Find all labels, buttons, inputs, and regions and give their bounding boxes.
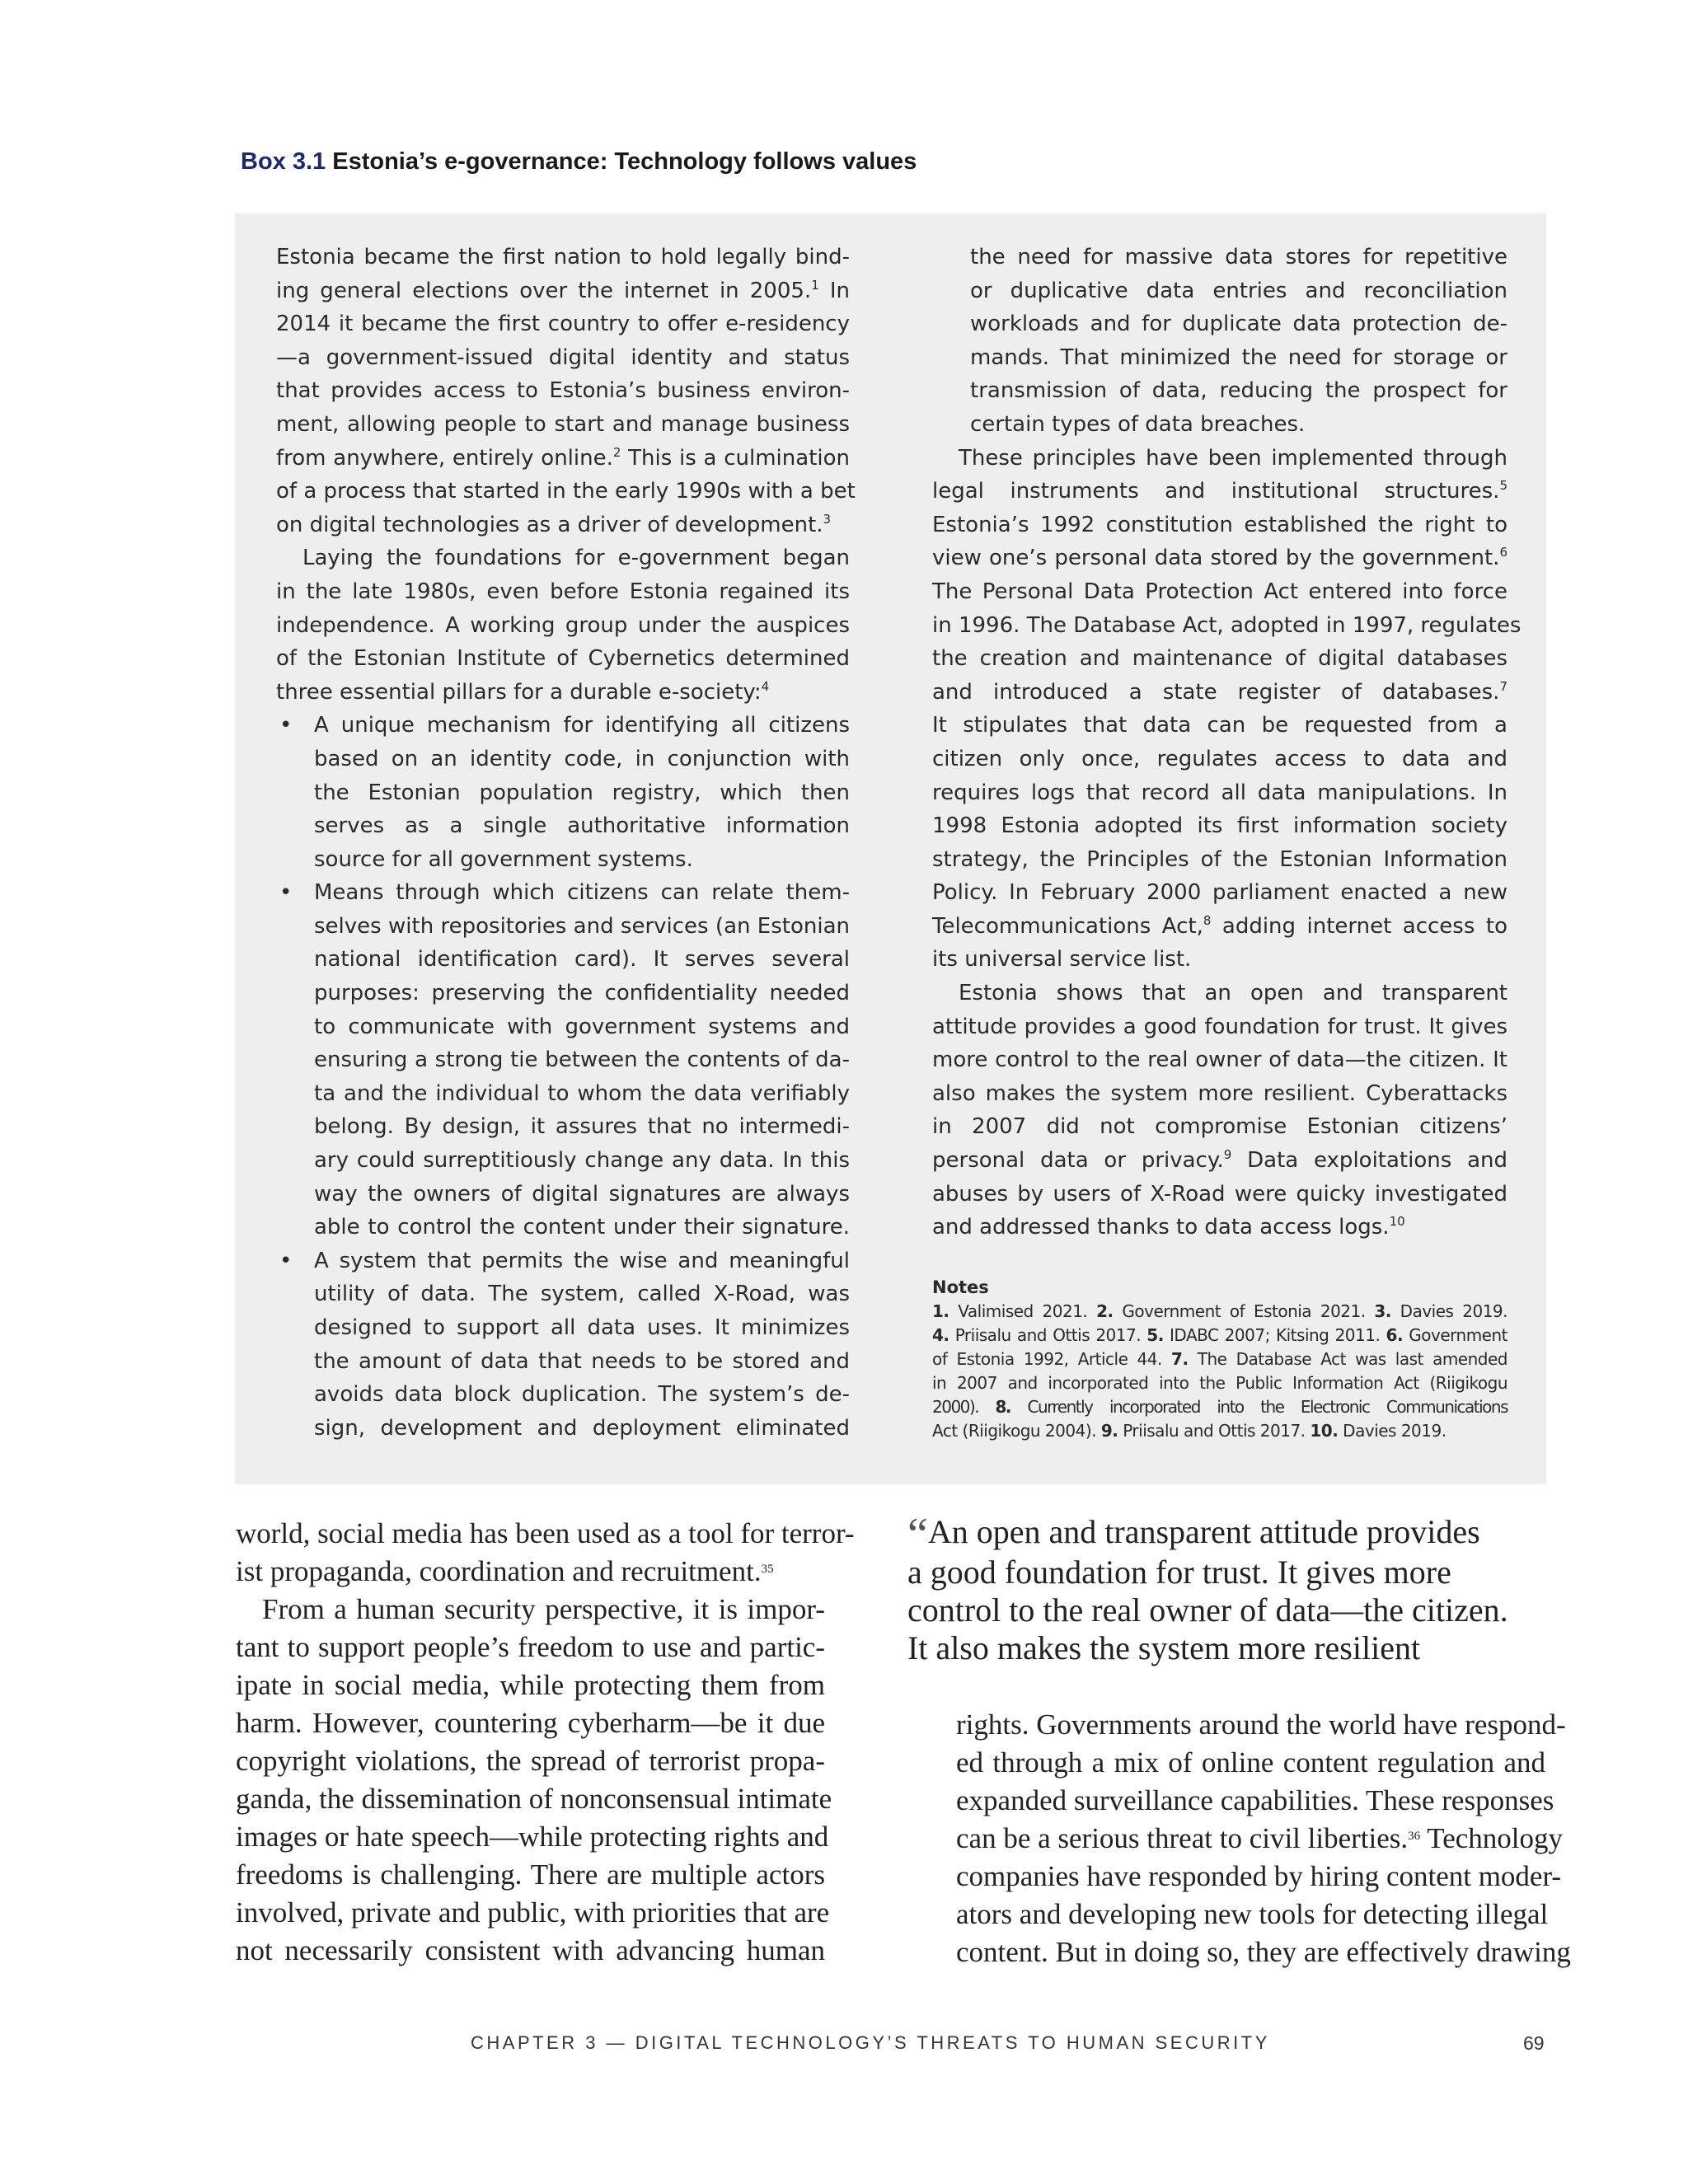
box-text-line: of a process that started in the early 1990s with a bet	[276, 479, 856, 504]
box-text-line: in 2007 did not compromise Estonian citizens’	[932, 1114, 1507, 1140]
footnote-ref: 5	[1499, 478, 1507, 494]
box-text-line: requires logs that record all data manipulations. In	[932, 780, 1507, 805]
body-text-line: involved, private and public, with priorities that are	[236, 1896, 830, 1929]
box-text-line: able to control the content under their signature.	[314, 1215, 850, 1240]
footnote-ref: 35	[761, 1563, 774, 1576]
box-text-line: legal instruments and institutional structures.$^5$	[932, 478, 1507, 504]
box-text-line: from anywhere, entirely online.$^2$ This is a culmination	[276, 444, 850, 471]
box-text-line: belong. By design, it assures that no intermedi-	[314, 1114, 850, 1140]
box-text-line: that provides access to Estonia’s business environ-	[276, 378, 850, 404]
box-text-line: national identification card). It serves several	[314, 947, 850, 972]
box-text-line: 1998 Estonia adopted its first information society	[932, 813, 1507, 839]
note-line: 4. Priisalu and Ottis 2017. 5. IDABC 2007; Kitsing 2011. 6. Government	[932, 1325, 1507, 1345]
box-text-line: personal data or privacy.$^9$ Data exploitations and	[932, 1147, 1507, 1174]
body-text-line: tant to support people’s freedom to use and partic-	[236, 1631, 825, 1663]
box-text-line: ing general elections over the internet in 2005.$^1$ In	[276, 277, 850, 303]
box-text-line: Telecommunications Act,$^8$ adding internet access to	[932, 912, 1507, 939]
box-text-line: strategy, the Principles of the Estonian Information	[932, 846, 1507, 872]
body-text-line: ist propaganda, coordination and recruitment.$^{35}$	[236, 1555, 774, 1587]
box-text-line: based on an identity code, in conjunction with	[314, 746, 850, 771]
body-text-line: not necessarily consistent with advancing human	[236, 1934, 825, 1966]
footnote-ref: 9	[1223, 1147, 1232, 1163]
quote-mark-icon: “	[907, 1509, 928, 1560]
box-text-line: • Means through which citizens can relate them-	[276, 876, 850, 910]
body-left-column	[236, 1515, 855, 1970]
body-text-line: rights. Governments around the world have respond-	[956, 1708, 1566, 1741]
box-text-line: and introduced a state register of databases.$^7$	[932, 678, 1507, 705]
body-right-column	[956, 1706, 1571, 1971]
body-text-line: ganda, the dissemination of nonconsensual intimate	[236, 1783, 832, 1815]
box-text-line: ment, allowing people to start and manage business	[276, 411, 850, 437]
box-text-line: Estonia’s 1992 constitution established the right to	[932, 512, 1507, 537]
box-text-line: three essential pillars for a durable e-society:$^4$	[276, 678, 770, 705]
box-text-line: mands. That minimized the need for storage or	[970, 344, 1507, 370]
box-text-line: serves as a single authoritative information	[314, 813, 850, 839]
box-text-line: workloads and for duplicate data protection de-	[970, 312, 1507, 337]
bullet-icon: •	[279, 880, 293, 906]
notes-heading: Notes	[932, 1277, 989, 1297]
box-text-line: It stipulates that data can be requested from a	[932, 713, 1507, 738]
footnote-ref: 4	[761, 678, 770, 694]
body-text-line: world, social media has been used as a tool for terror-	[236, 1517, 855, 1549]
body-text-line: copyright violations, the spread of terrorist propa-	[236, 1745, 825, 1777]
note-line: 2000). 8. Currently incorporated into the Electronic Communications	[932, 1397, 1507, 1417]
note-line: 1. Valimised 2021. 2. Government of Estonia 2021. 3. Davies 2019.	[932, 1301, 1507, 1321]
body-text-line: ators and developing new tools for detecting illegal	[956, 1898, 1549, 1930]
footnote-ref: 6	[1499, 545, 1507, 560]
box-text-line: the creation and maintenance of digital databases	[932, 646, 1507, 672]
box-text-line: ensuring a strong tie between the contents of da-	[314, 1047, 850, 1073]
box-text-line: avoids data block duplication. The system’s de-	[314, 1382, 850, 1408]
body-text-line: harm. However, countering cyberharm—be it due	[236, 1707, 825, 1739]
pull-quote-line: It also makes the system more resilient	[907, 1629, 1421, 1666]
box-text-line: purposes: preserving the confidentiality needed	[314, 981, 850, 1006]
pull-quote-line: “An open and transparent attitude provides	[907, 1509, 1480, 1560]
box-text-line: ta and the individual to whom the data verifiably	[314, 1080, 850, 1106]
box-text-line: transmission of data, reducing the prospect for	[970, 378, 1507, 404]
box-text-line: the need for massive data stores for repetitive	[970, 245, 1507, 269]
box-text-line: certain types of data breaches.	[970, 411, 1306, 437]
chapter-footer: CHAPTER 3 — DIGITAL TECHNOLOGY’S THREATS TO HUMAN SECURITY	[471, 2032, 1270, 2053]
box-text-line: —a government-issued digital identity and status	[276, 344, 850, 370]
box-text-line: Policy. In February 2000 parliament enacted a new	[932, 880, 1507, 906]
body-text-line: images or hate speech—while protecting rights and	[236, 1821, 829, 1853]
box-text-line: sign, development and deployment eliminated	[314, 1415, 850, 1441]
note-line: in 2007 and incorporated into the Public Information Act (Riigikogu	[932, 1373, 1507, 1393]
box-text-line: Laying the foundations for e-government began	[302, 546, 850, 571]
box-text-line: citizen only once, regulates access to data and	[932, 746, 1507, 771]
box-text-line: attitude provides a good foundation for trust. It gives	[932, 1014, 1507, 1039]
box-text-line: to communicate with government systems and	[314, 1014, 850, 1039]
box-right-column	[932, 241, 1522, 1244]
body-text-line: companies have responded by hiring content moder-	[956, 1860, 1562, 1892]
footnote-ref: 3	[823, 511, 832, 527]
footnote-ref: 10	[1389, 1214, 1405, 1230]
box-text-line: the amount of data that needs to be stored and	[314, 1348, 850, 1374]
box-text-line: These principles have been implemented through	[959, 445, 1507, 471]
pull-quote-line: a good foundation for trust. It gives more	[907, 1554, 1451, 1591]
body-text-line: From a human security perspective, it is impor-	[262, 1593, 825, 1625]
box-text-line: source for all government systems.	[314, 846, 693, 872]
box-text-line: and addressed thanks to data access logs.$^{10}$	[932, 1214, 1405, 1240]
box-text-line: 2014 it became the first country to offer e-residency	[276, 312, 850, 337]
box-text-line: in 1996. The Database Act, adopted in 1997, regulates	[932, 612, 1522, 638]
box-text-line: view one’s personal data stored by the government.$^6$	[932, 545, 1507, 571]
body-text-line: content. But in doing so, they are effectively drawing	[956, 1936, 1571, 1968]
box-text-line: • A system that permits the wise and meaningful	[276, 1244, 850, 1278]
box-text-line: more control to the real owner of data—the citizen. It	[932, 1047, 1507, 1073]
footnote-ref: 2	[612, 444, 621, 460]
box-text-line: selves with repositories and services (an Estonian	[314, 913, 850, 939]
pull-quote	[907, 1509, 1550, 1667]
footnote-ref: 36	[1408, 1830, 1421, 1843]
box-text-line: in the late 1980s, even before Estonia regained its	[276, 579, 850, 604]
bullet-icon: •	[279, 713, 293, 738]
box-left-column	[276, 241, 856, 1445]
pull-quote-line: control to the real owner of data—the citizen.	[907, 1591, 1508, 1629]
page-number: 69	[1523, 2032, 1545, 2054]
note-line: of Estonia 1992, Article 44. 7. The Database Act was last amended	[932, 1349, 1507, 1369]
body-text-line: ed through a mix of online content regulation and	[956, 1746, 1545, 1779]
body-text-line: freedoms is challenging. There are multiple actors	[236, 1858, 825, 1891]
box-text-line: abuses by users of X-Road were quicky investigated	[932, 1181, 1507, 1207]
box-text-line: The Personal Data Protection Act entered into force	[932, 579, 1507, 604]
footnote-ref: 7	[1499, 678, 1507, 694]
box-text-line: way the owners of digital signatures are always	[314, 1181, 850, 1207]
bullet-icon: •	[279, 1248, 293, 1273]
note-line: Act (Riigikogu 2004). 9. Priisalu and Ottis 2017. 10. Davies 2019.	[932, 1421, 1447, 1441]
footnote-ref: 8	[1203, 912, 1212, 928]
box-title	[241, 148, 917, 176]
box-text-line: the Estonian population registry, which then	[314, 780, 850, 805]
body-text-line: expanded surveillance capabilities. These responses	[956, 1784, 1554, 1816]
footnote-ref: 1	[811, 277, 819, 293]
box-text-line: of the Estonian Institute of Cybernetics determined	[276, 646, 850, 672]
box-text-line: • A unique mechanism for identifying all citizens	[276, 709, 850, 743]
box-text-line: also makes the system more resilient. Cyberattacks	[932, 1080, 1507, 1106]
box-heading: Estonia’s e-governance: Technology follows values	[332, 148, 917, 175]
body-text-line: can be a serious threat to civil liberties.$^{36}$ Technology	[956, 1822, 1563, 1854]
box-text-line: utility of data. The system, called X-Road, was	[314, 1282, 850, 1307]
box-text-line: its universal service list.	[932, 947, 1192, 972]
box-label: Box 3.1	[241, 148, 326, 175]
box-text-line: Estonia became the first nation to hold legally bind-	[276, 245, 850, 269]
box-notes	[932, 1276, 1507, 1443]
box-text-line: or duplicative data entries and reconciliation	[970, 278, 1507, 303]
body-text-line: ipate in social media, while protecting them from	[236, 1669, 825, 1701]
box-text-line: on digital technologies as a driver of development.$^3$	[276, 511, 832, 537]
box-text-line: designed to support all data uses. It minimizes	[314, 1315, 850, 1340]
box-text-line: Estonia shows that an open and transparent	[959, 981, 1507, 1006]
box-text-line: independence. A working group under the auspices	[276, 612, 850, 638]
box-text-line: ary could surreptitiously change any data. In this	[314, 1148, 850, 1174]
